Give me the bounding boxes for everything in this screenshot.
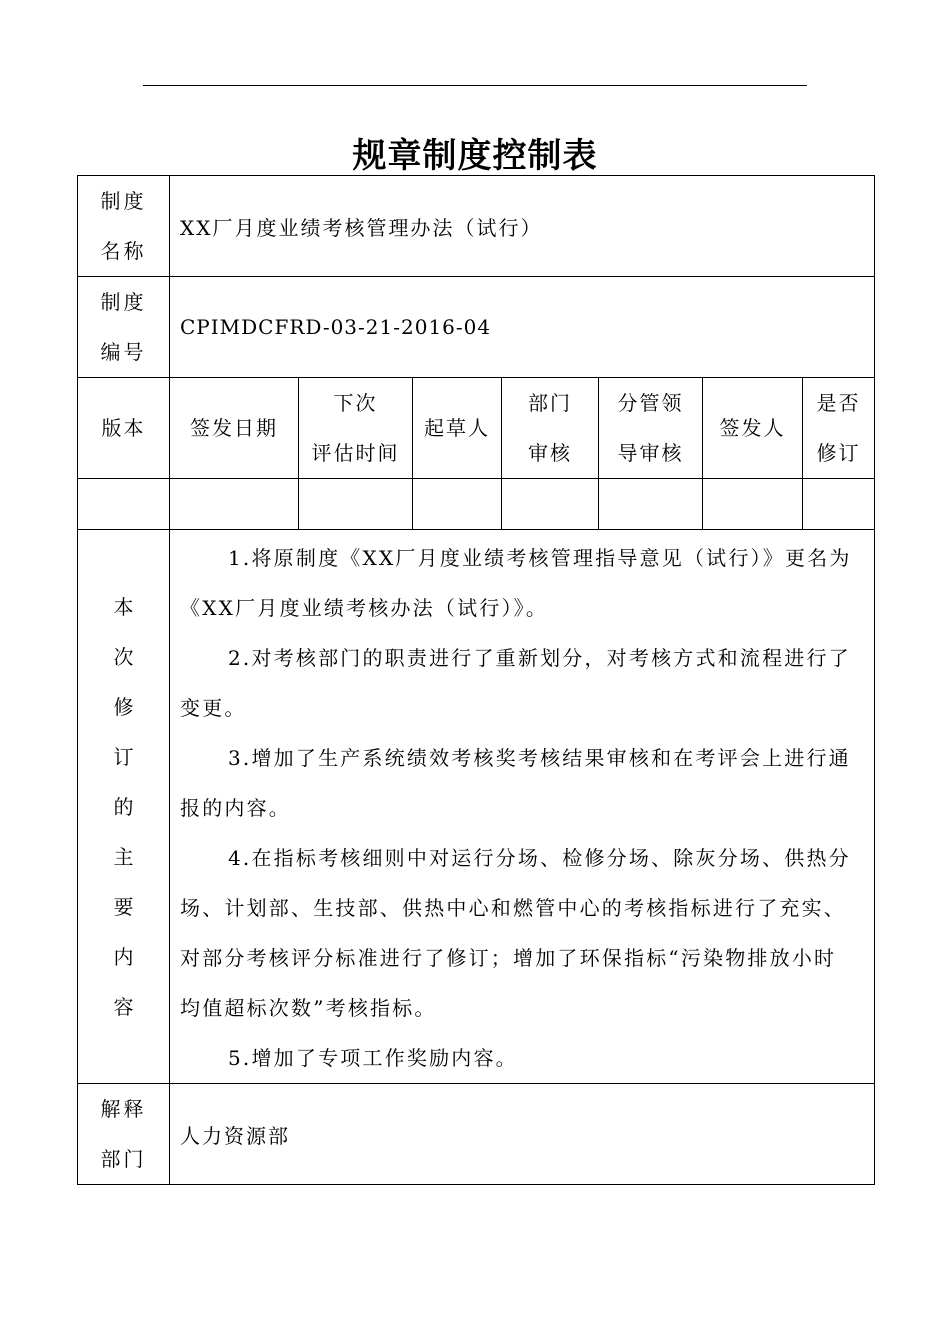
empty-cell xyxy=(703,479,803,530)
name-value: XX厂月度业绩考核管理办法（试行） xyxy=(170,176,875,277)
header-drafter: 起草人 xyxy=(413,378,502,479)
empty-cell xyxy=(299,479,413,530)
header-dept-review: 部门 审核 xyxy=(502,378,599,479)
interpretation-label: 解释 部门 xyxy=(78,1084,170,1185)
header-issuer: 签发人 xyxy=(703,378,803,479)
revision-item: 3.增加了生产系统绩效考核奖考核结果审核和在考评会上进行通 报的内容。 xyxy=(180,746,851,820)
revision-item: 1.将原制度《XX厂月度业绩考核管理指导意见（试行）》更名为 《XX厂月度业绩考核办法（试行）》。 xyxy=(180,546,852,620)
revision-item: 5.增加了专项工作奖励内容。 xyxy=(228,1046,518,1070)
revision-label: 本 次 修 订 的 主 要 内 容 xyxy=(78,530,170,1084)
page-title: 规章制度控制表 xyxy=(352,136,598,176)
empty-cell xyxy=(599,479,703,530)
revision-item: 2.对考核部门的职责进行了重新划分，对考核方式和流程进行了 变更。 xyxy=(180,646,851,720)
header-row xyxy=(78,378,875,479)
control-table xyxy=(77,175,875,1185)
empty-cell xyxy=(502,479,599,530)
code-value: CPIMDCFRD-03-21-2016-04 xyxy=(170,277,875,378)
header-version: 版本 xyxy=(78,378,170,479)
header-revised: 是否 修订 xyxy=(803,378,875,479)
top-rule xyxy=(143,85,807,86)
header-leader-review: 分管领 导审核 xyxy=(599,378,703,479)
empty-cell xyxy=(170,479,299,530)
revision-content xyxy=(170,530,875,1084)
empty-cell xyxy=(78,479,170,530)
header-next-evaluation: 下次 评估时间 xyxy=(299,378,413,479)
code-label: 制度 编号 xyxy=(78,277,170,378)
empty-cell xyxy=(803,479,875,530)
interpretation-value: 人力资源部 xyxy=(170,1084,875,1185)
revision-item: 4.在指标考核细则中对运行分场、检修分场、除灰分场、供热分 场、计划部、生技部、供热中心和燃管中心的考核指标进行了充实、 对部分考核评分标准进行了修订；增加了环保指标“污染物排放小时 均值超标次数”考核指标。 xyxy=(180,846,851,1020)
name-label: 制度 名称 xyxy=(78,176,170,277)
header-issue-date: 签发日期 xyxy=(170,378,299,479)
empty-cell xyxy=(413,479,502,530)
empty-row xyxy=(78,479,875,530)
